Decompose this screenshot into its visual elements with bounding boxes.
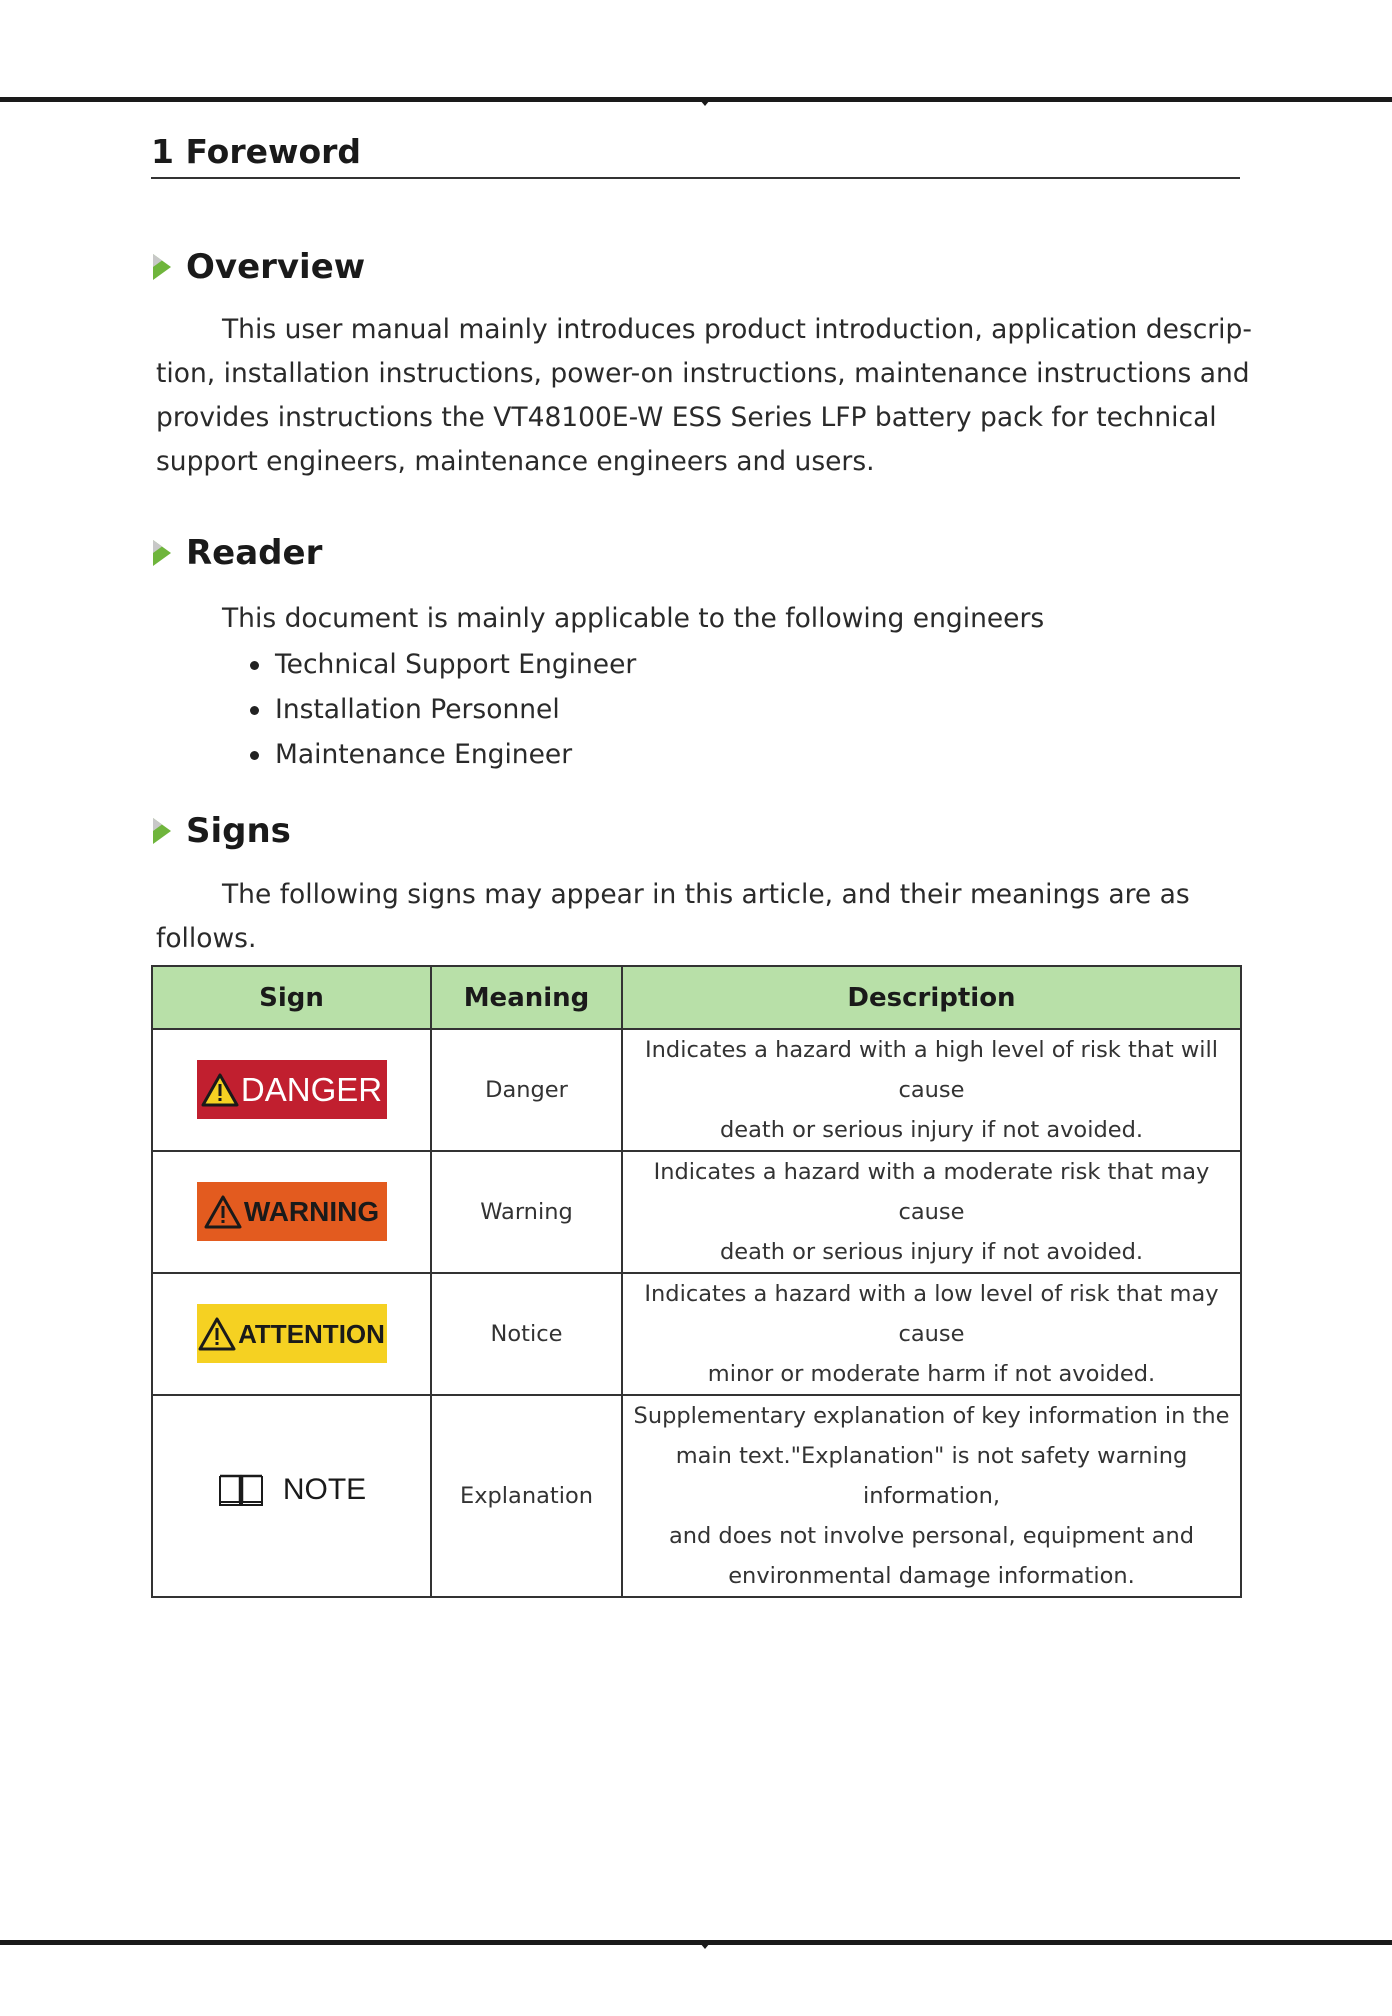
meaning-cell: Notice bbox=[431, 1273, 622, 1395]
sign-cell bbox=[152, 1151, 431, 1273]
list-item: Technical Support Engineer bbox=[250, 642, 636, 687]
green-arrow-icon bbox=[151, 536, 173, 570]
sign-cell bbox=[152, 1273, 431, 1395]
bottom-rule bbox=[0, 1940, 1392, 1945]
column-header-description: Description bbox=[622, 966, 1241, 1029]
table-row bbox=[152, 1395, 1241, 1597]
green-arrow-icon bbox=[151, 814, 173, 848]
description-cell: Indicates a hazard with a low level of risk that may cause minor or moderate harm if not avoided. bbox=[622, 1273, 1241, 1395]
overview-line: This user manual mainly introduces product introduction, application descrip- bbox=[222, 314, 1252, 345]
sign-cell bbox=[152, 1029, 431, 1151]
description-cell: Indicates a hazard with a high level of risk that will cause death or serious injury if not avoided. bbox=[622, 1029, 1241, 1151]
overview-line: provides instructions the VT48100E-W ESS Series LFP battery pack for technical bbox=[156, 402, 1217, 433]
overview-line: tion, installation instructions, power-on instructions, maintenance instructions and bbox=[156, 358, 1250, 389]
overview-paragraph bbox=[156, 308, 1252, 484]
list-item: Maintenance Engineer bbox=[250, 732, 636, 777]
description-cell: Indicates a hazard with a moderate risk that may cause death or serious injury if not avoided. bbox=[622, 1151, 1241, 1273]
warning-triangle-icon bbox=[198, 1317, 236, 1351]
reader-list bbox=[250, 642, 636, 777]
meaning-cell: Explanation bbox=[431, 1395, 622, 1597]
table-row bbox=[152, 1273, 1241, 1395]
column-header-sign: Sign bbox=[152, 966, 431, 1029]
table-row bbox=[152, 1029, 1241, 1151]
description-cell: Supplementary explanation of key information in the main text."Explanation" is not safety warning information, and does not involve personal, equipment and environmental damage information. bbox=[622, 1395, 1241, 1597]
table-header-row bbox=[152, 966, 1241, 1029]
signs-table bbox=[151, 965, 1242, 1598]
book-icon bbox=[217, 1471, 265, 1509]
danger-badge: DANGER bbox=[197, 1060, 387, 1119]
meaning-cell: Danger bbox=[431, 1029, 622, 1151]
signs-intro: The following signs may appear in this article, and their meanings are as follows. bbox=[156, 879, 1190, 954]
note-sign: NOTE bbox=[217, 1470, 366, 1510]
list-item: Installation Personnel bbox=[250, 687, 636, 732]
table-row bbox=[152, 1151, 1241, 1273]
warning-triangle-icon bbox=[204, 1195, 242, 1229]
top-rule bbox=[0, 97, 1392, 102]
chapter-title: 1 Foreword bbox=[151, 132, 1240, 179]
column-header-meaning: Meaning bbox=[431, 966, 622, 1029]
attention-badge: ATTENTION bbox=[197, 1304, 387, 1363]
warning-triangle-icon bbox=[201, 1073, 239, 1107]
section-heading-overview: Overview bbox=[151, 247, 365, 287]
section-heading-signs: Signs bbox=[151, 811, 291, 851]
sign-cell bbox=[152, 1395, 431, 1597]
section-heading-reader: Reader bbox=[151, 533, 322, 573]
warning-badge: WARNING bbox=[197, 1182, 387, 1241]
reader-intro: This document is mainly applicable to the following engineers bbox=[222, 603, 1045, 634]
overview-line: support engineers, maintenance engineers and users. bbox=[156, 446, 875, 477]
meaning-cell: Warning bbox=[431, 1151, 622, 1273]
green-arrow-icon bbox=[151, 250, 173, 284]
